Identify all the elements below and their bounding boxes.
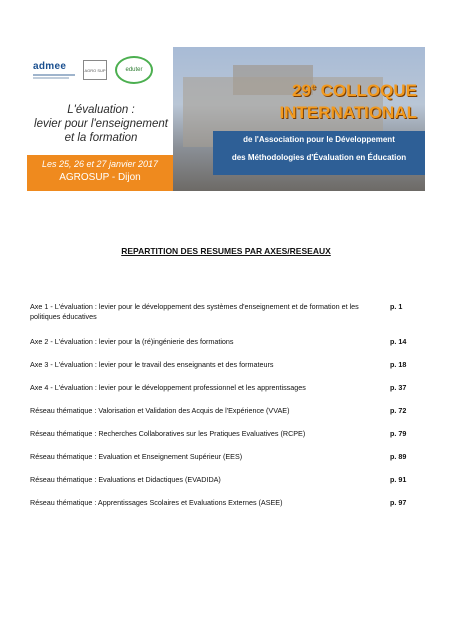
toc-entry-label: Axe 4 - L'évaluation : levier pour le développement professionnel et les apprentissages <box>30 383 306 392</box>
date-band <box>27 155 173 191</box>
toc-entry-page: p. 37 <box>390 383 407 392</box>
banner-title-line-1: 29e COLLOQUE <box>291 81 417 100</box>
banner-left-panel <box>27 47 173 191</box>
toc-entry-page: p. 18 <box>390 360 407 369</box>
toc-entry-label: Axe 3 - L'évaluation : levier pour le travail des enseignants et des formateurs <box>30 360 274 369</box>
banner-subtitle-box <box>213 131 425 175</box>
partner-logos <box>33 53 169 87</box>
conference-banner <box>27 47 425 191</box>
tagline-line-2: levier pour l'enseignement <box>34 118 168 130</box>
toc-entry-page: p. 1 <box>390 302 403 311</box>
banner-tagline <box>33 103 169 145</box>
toc-entry-page: p. 97 <box>390 498 407 507</box>
toc-entry-label: Réseau thématique : Evaluation et Enseignement Supérieur (EES) <box>30 452 243 461</box>
conference-dates: Les 25, 26 et 27 janvier 2017 <box>41 159 159 169</box>
banner-photo-panel <box>173 47 425 191</box>
admee-logo <box>33 61 75 79</box>
toc-entry-label: Réseau thématique : Apprentissages Scolaires et Evaluations Externes (ASEE) <box>30 498 283 507</box>
conference-place: AGROSUP - Dijon <box>59 172 141 183</box>
toc-entry-label: Axe 2 - L'évaluation : levier pour la (ré)ingénierie des formations <box>30 337 234 346</box>
toc-entry-label: Réseau thématique : Recherches Collaboratives sur les Pratiques Evaluatives (RCPE) <box>30 429 306 438</box>
agrosup-logo: AGRO SUP <box>83 60 107 80</box>
admee-logo-text: admee <box>33 61 67 72</box>
toc-entry-label: Réseau thématique : Evaluations et Didactiques (EVADIDA) <box>30 475 221 484</box>
eduter-logo: eduter <box>115 56 153 84</box>
toc-entry-page: p. 72 <box>390 406 407 415</box>
banner-title-line-2: INTERNATIONAL <box>279 103 417 122</box>
toc-entry-page: p. 89 <box>390 452 407 461</box>
tagline-line-3: et la formation <box>64 132 138 144</box>
tagline-line-1: L'évaluation : <box>67 104 135 116</box>
toc-entry-page: p. 79 <box>390 429 407 438</box>
subtitle-line-2: des Méthodologies d'Évaluation en Éducation <box>231 153 407 162</box>
toc-entry-page: p. 14 <box>390 337 407 346</box>
subtitle-line-1: de l'Association pour le Développement <box>243 135 395 144</box>
toc-entry-page: p. 91 <box>390 475 407 484</box>
page-heading: REPARTITION DES RESUMES PAR AXES/RESEAUX <box>121 246 331 256</box>
toc-entry-label: Réseau thématique : Valorisation et Validation des Acquis de l'Expérience (VVAE) <box>30 406 290 415</box>
toc-entry-label: Axe 1 - L'évaluation : levier pour le développement des systèmes d'enseignement et de formation et les politiques éducatives <box>30 302 359 321</box>
